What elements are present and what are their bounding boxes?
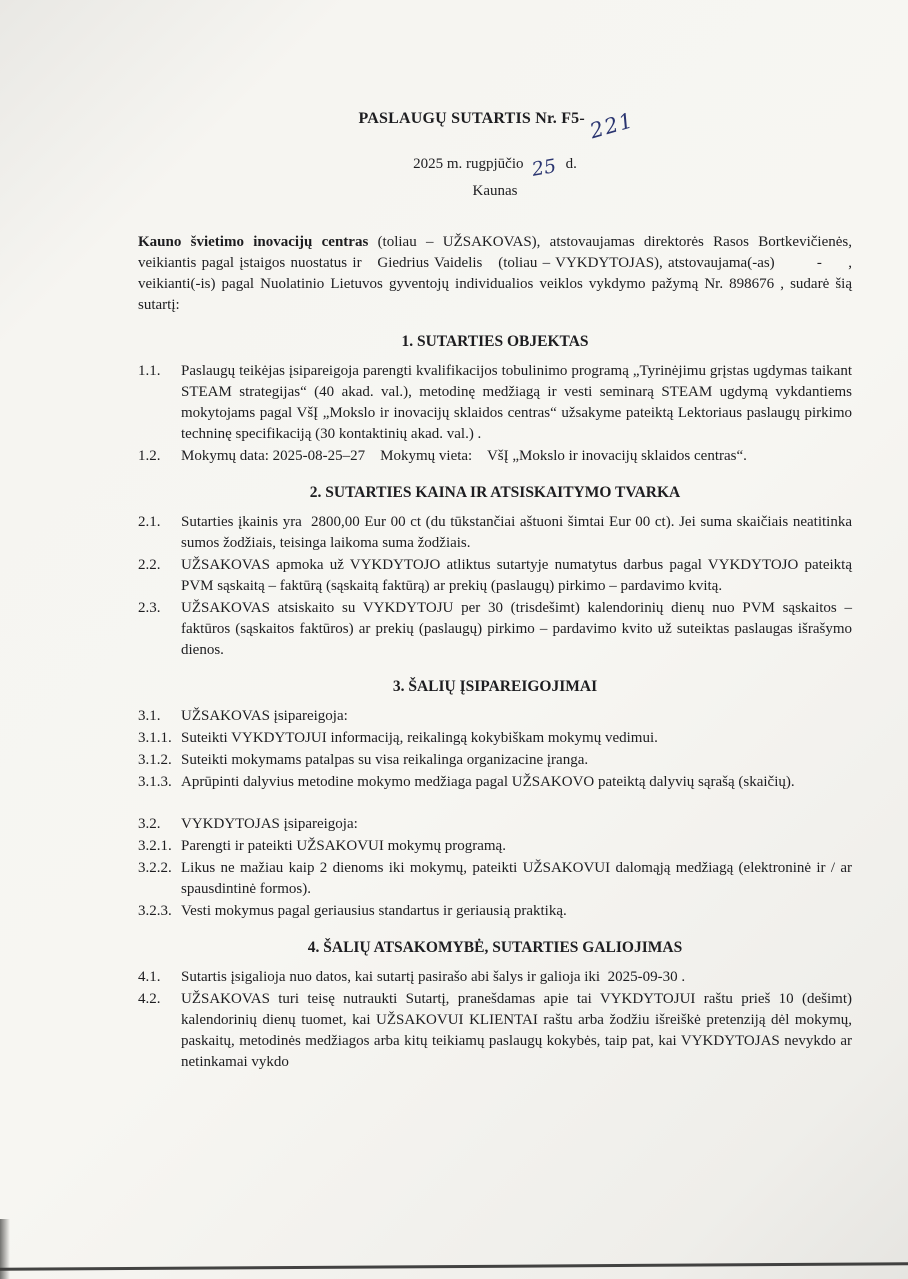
scan-bottom-edge-artifact <box>0 1262 908 1271</box>
clause-number: 3.1.2. <box>138 752 172 768</box>
clause-number: 3.1.1. <box>138 730 172 746</box>
clause-number: 2.2. <box>138 557 161 573</box>
clause-number: 3.2.2. <box>138 860 172 876</box>
clause-4-2 <box>138 989 852 1073</box>
clause-number: 4.1. <box>138 969 161 985</box>
clause-1-1 <box>138 361 852 445</box>
clause-3-1 <box>138 706 852 727</box>
clause-text: Suteikti VYKDYTOJUI informaciją, reikalingą kokybiškam mokymų vedimui. <box>181 730 658 746</box>
clause-text: VYKDYTOJAS įsipareigoja: <box>181 816 358 832</box>
clause-3-1-3 <box>138 772 852 793</box>
clause-text: Suteikti mokymams patalpas su visa reikalinga organizacine įranga. <box>181 752 589 768</box>
clause-text: UŽSAKOVAS atsiskaito su VYKDYTOJU per 30 (trisdešimt) kalendorinių dienų nuo PVM sąskaitos – faktūros (sąskaitos faktūros) ar prekių (paslaugų) pirkimo – pardavimo kvito už suteiktas paslaugas išrašymo dienos. <box>181 600 852 658</box>
clause-3-2-3 <box>138 901 852 922</box>
contract-title <box>138 106 852 144</box>
clause-text: Mokymų data: 2025-08-25–27 Mokymų vieta: VšĮ „Mokslo ir inovacijų sklaidos centras“. <box>181 448 747 464</box>
section-heading-2: 2. SUTARTIES KAINA IR ATSISKAITYMO TVARKA <box>309 484 681 501</box>
section-heading-4: 4. ŠALIŲ ATSAKOMYBĖ, SUTARTIES GALIOJIMAS <box>307 939 683 956</box>
clause-text: Parengti ir pateikti UŽSAKOVUI mokymų programą. <box>181 838 506 854</box>
preamble <box>138 232 852 316</box>
clause-number: 3.1.3. <box>138 774 172 790</box>
city-line: Kaunas <box>472 183 518 199</box>
contract-number-handwritten: 221 <box>587 107 637 144</box>
clause-number: 3.2. <box>138 816 161 832</box>
clause-text: Vesti mokymus pagal geriausius standartus ir geriausią praktiką. <box>181 903 567 919</box>
clause-number: 3.1. <box>138 708 161 724</box>
clause-text: Sutartis įsigalioja nuo datos, kai sutartį pasirašo abi šalys ir galioja iki 2025-09-30 . <box>181 969 686 985</box>
clause-text: Paslaugų teikėjas įsipareigoja parengti kvalifikacijos tobulinimo programą „Tyrinėjimu grįstas ugdymas taikant STEAM strategijas“ (40 akad. val.), metodinę medžiagą ir vesti seminarą STEAM ugdymą vykdantiems mokytojams pagal VšĮ „Mokslo ir inovacijų sklaidos centras“ užsakyme pateiktą Lektoriaus paslaugų pirkimo techninę specifikaciją (30 kontaktinių akad. val.) . <box>181 363 852 442</box>
clause-number: 2.1. <box>138 514 161 530</box>
section-heading-3: 3. ŠALIŲ ĮSIPAREIGOJIMAI <box>392 678 598 695</box>
date-suffix: d. <box>565 156 577 172</box>
clause-4-1 <box>138 967 852 988</box>
clause-3-2-1 <box>138 836 852 857</box>
clause-3-2 <box>138 814 852 835</box>
clause-3-2-2 <box>138 858 852 900</box>
date-line <box>138 152 852 181</box>
party-name-bold: Kauno švietimo inovacijų centras <box>138 234 369 250</box>
clause-number: 4.2. <box>138 991 161 1007</box>
clause-number: 1.2. <box>138 448 161 464</box>
clause-number: 1.1. <box>138 363 161 379</box>
clause-2-2 <box>138 555 852 597</box>
clause-2-1 <box>138 512 852 554</box>
clause-text: UŽSAKOVAS apmoka už VYKDYTOJO atliktus sutartyje numatytus darbus pagal VYKDYTOJO pateiktą PVM sąskaitą – faktūrą (sąskaitą faktūrą) ar prekių (paslaugų) pirkimo – pardavimo kvitą. <box>181 557 852 594</box>
clause-3-1-2 <box>138 750 852 771</box>
clause-text: Aprūpinti dalyvius metodine mokymo medžiaga pagal UŽSAKOVO pateiktą dalyvių sąrašą (skaičių). <box>181 774 795 790</box>
contract-title-text: PASLAUGŲ SUTARTIS Nr. F5- <box>358 110 585 127</box>
clause-3-1-1 <box>138 728 852 749</box>
clause-number: 3.2.3. <box>138 903 172 919</box>
scan-corner-artifact <box>0 1219 10 1279</box>
clause-text: Sutarties įkainis yra 2800,00 Eur 00 ct (du tūkstančiai aštuoni šimtai Eur 00 ct). Jei suma skaičiais neatitinka sumos žodžiais, teisinga laikoma suma žodžiais. <box>181 514 852 551</box>
date-prefix: 2025 m. rugpjūčio <box>413 156 524 172</box>
section-heading-1: 1. SUTARTIES OBJEKTAS <box>401 333 589 350</box>
clause-text: UŽSAKOVAS turi teisę nutraukti Sutartį, pranešdamas apie tai VYKDYTOJUI raštu prieš 10 (dešimt) kalendorinių dienų tuomet, kai UŽSAKOVUI KLIENTAI raštu arba žodžiu išreiškė pretenziją dėl mokymų, paskaitų, metodinės medžiagos arba kitų teikiamų paslaugų kokybės, taip pat, kai VYKDYTOJAS nevykdo ar netinkamai vykdo <box>181 991 852 1070</box>
preamble-text: (toliau – UŽSAKOVAS), atstovaujamas direktorės Rasos Bortkevičienės, veikiantis pagal įstaigos nuostatus ir Giedrius Vaidelis (toliau – VYKDYTOJAS), atstovaujama(-as) - , veikianti(-is) pagal Nuolatinio Lietuvos gyventojų individualios veiklos vykdymo pažymą Nr. 898676 , sudarė šią sutartį: <box>138 234 852 313</box>
clause-text: Likus ne mažiau kaip 2 dienoms iki mokymų, pateikti UŽSAKOVUI dalomąją medžiagą (elektroninė ir / ar spausdintinė formos). <box>181 860 852 897</box>
clause-text: UŽSAKOVAS įsipareigoja: <box>181 708 348 724</box>
clause-number: 2.3. <box>138 600 161 616</box>
date-day-handwritten: 25 <box>530 154 559 181</box>
clause-number: 3.2.1. <box>138 838 172 854</box>
clause-2-3 <box>138 598 852 661</box>
contract-document <box>138 106 852 1074</box>
clause-1-2 <box>138 446 852 467</box>
